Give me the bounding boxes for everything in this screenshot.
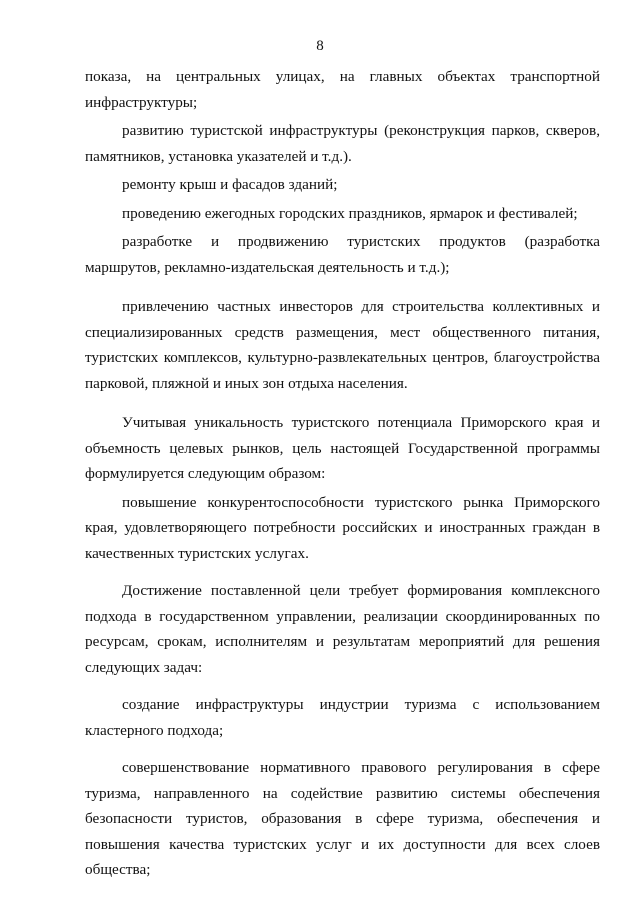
paragraph-list-item: проведению ежегодных городских праздников, ярмарок и фестивалей; [122, 204, 578, 222]
paragraph-list-item: ремонту крыш и фасадов зданий; [122, 176, 338, 193]
paragraph-goal: повышение конкурентоспособности туристского рынка Приморского края, удовлетворяющего потребности российских и иностранных граждан в качественных туристских услугах. [85, 493, 600, 562]
document-body [85, 64, 600, 883]
paragraph-continuation: показа, на центральных улицах, на главных объектах транспортной инфраструктуры; [85, 68, 600, 111]
paragraph-list-item: привлечению частных инвесторов для строительства коллективных и специализированных средств размещения, мест общественного питания, туристских комплексов, культурно-развлекательных центров, благоустройства парковой, пляжной и иных зон отдыха населения. [85, 298, 600, 392]
paragraph-list-item: развитию туристской инфраструктуры (реконструкция парков, скверов, памятников, установка указателей и т.д.). [85, 122, 600, 165]
paragraph-list-item: совершенствование нормативного правового регулирования в сфере туризма, направленного на содействие развитию системы обеспечения безопасности туристов, образования в сфере туризма, обеспечения и повышения качества туристских услуг и их доступности для всех слоев общества; [85, 759, 600, 878]
paragraph: Достижение поставленной цели требует формирования комплексного подхода в государственном управлении, реализации скоординированных по ресурсам, срокам, исполнителям и результатам мероприятий для решения следующих задач: [85, 582, 600, 676]
paragraph-list-item: создание инфраструктуры индустрии туризма с использованием кластерного подхода; [85, 696, 600, 739]
paragraph-list-item: разработке и продвижению туристских продуктов (разработка маршрутов, рекламно-издательская деятельность и т.д.); [85, 233, 600, 276]
page-number: 8 [316, 38, 324, 54]
paragraph: Учитывая уникальность туристского потенциала Приморского края и объемность целевых рынков, цель настоящей Государственной программы формулируется следующим образом: [85, 414, 600, 482]
